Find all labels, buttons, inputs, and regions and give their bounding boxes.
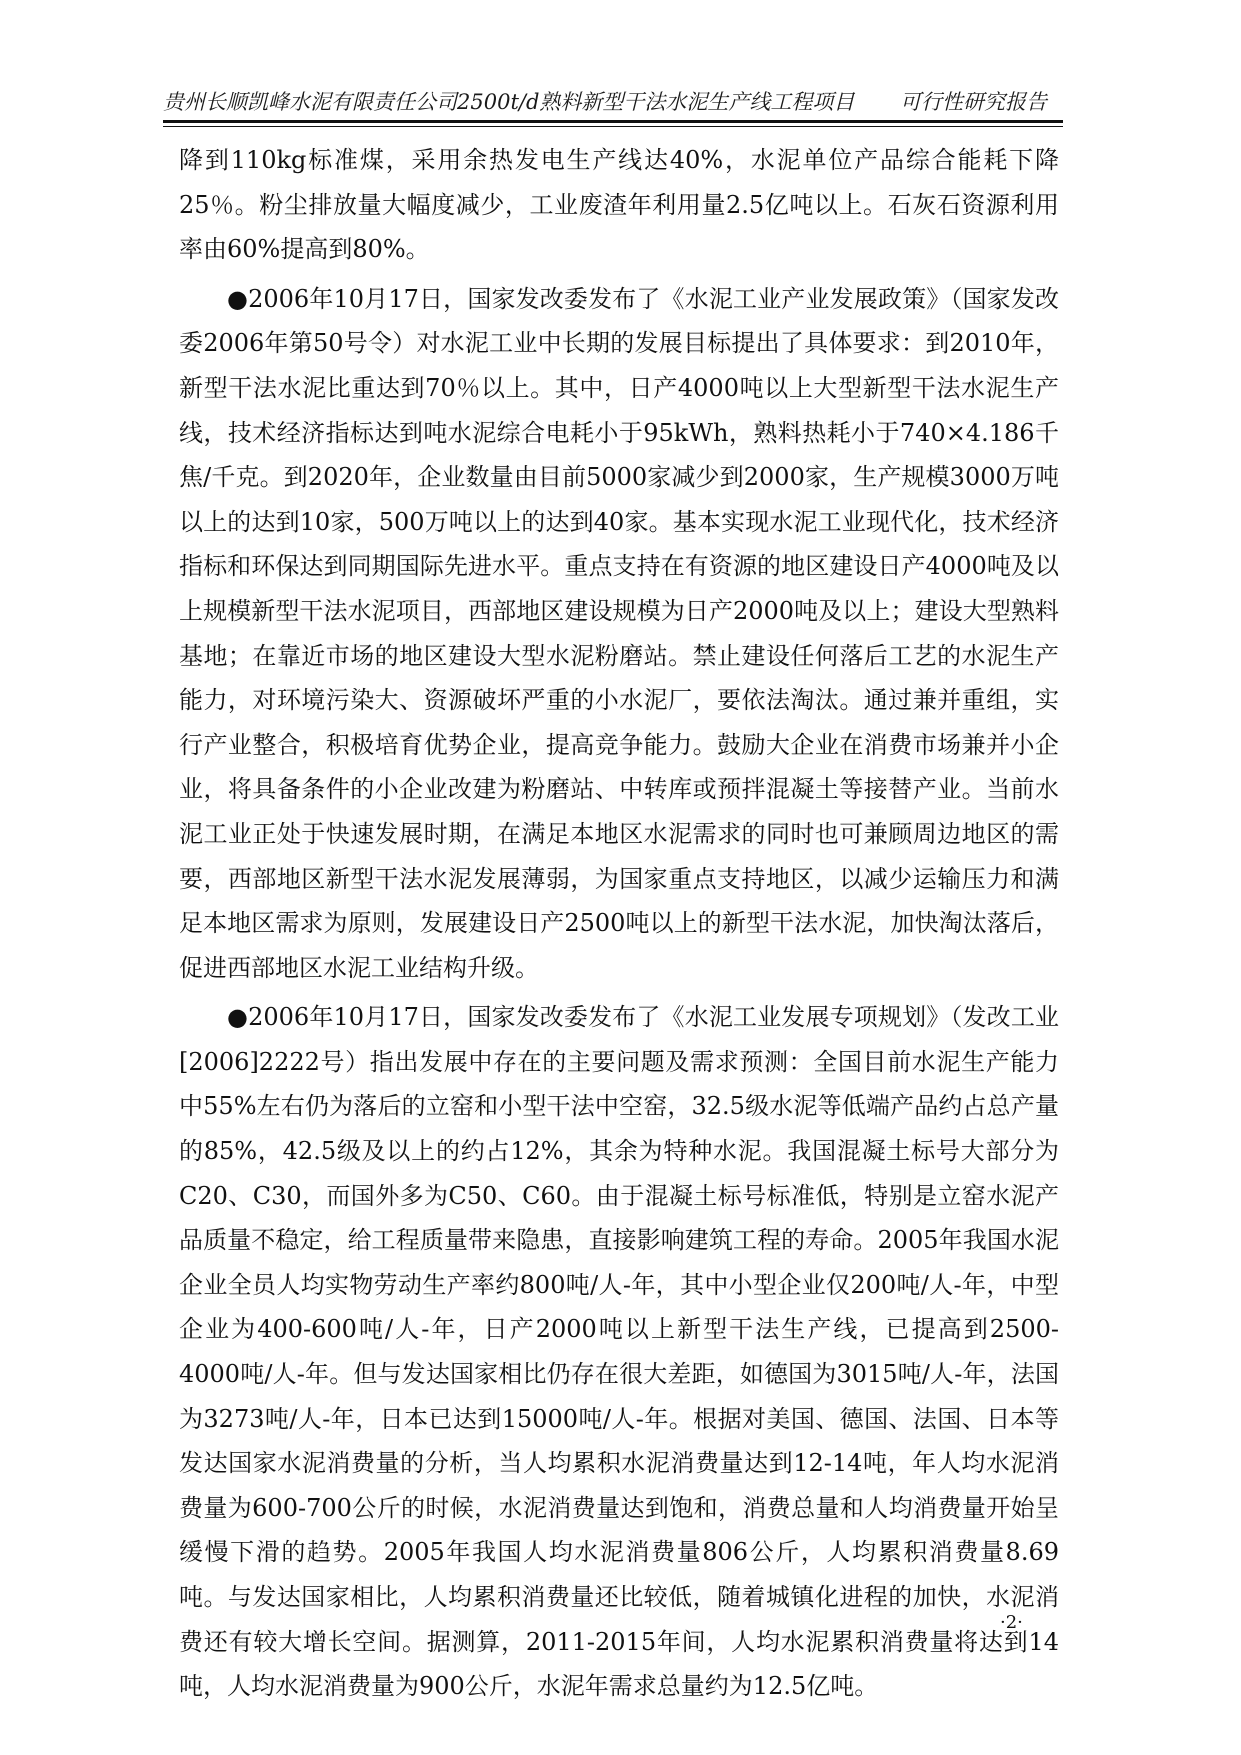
body-text	[179, 138, 1059, 1714]
paragraph-continued: 降到110kg标准煤，采用余热发电生产线达40%，水泥单位产品综合能耗下降25％。粉尘排放量大幅度减少，工业废渣年利用量2.5亿吨以上。石灰石资源利用率由60%提高到80%。	[179, 146, 1059, 264]
header-rule-thin	[163, 126, 1063, 127]
running-header	[163, 78, 1063, 120]
page-number: ·2·	[1000, 1612, 1023, 1633]
paragraph-development-plan: ●2006年10月17日，国家发改委发布了《水泥工业发展专项规划》（发改工业[2006]2222号）指出发展中存在的主要问题及需求预测：全国目前水泥生产能力中55%左右仍为落后的立窑和小型干法中空窑，32.5级水泥等低端产品约占总产量的85%，42.5级及以上的约占12%，其余为特种水泥。我国混凝土标号大部分为C20、C30，而国外多为C50、C60。由于混凝土标号标准低，特别是立窑水泥产品质量不稳定，给工程质量带来隐患，直接影响建筑工程的寿命。2005年我国水泥企业全员人均实物劳动生产率约800吨/人-年，其中小型企业仅200吨/人-年，中型企业为400-600吨/人-年，日产2000吨以上新型干法生产线，已提高到2500-4000吨/人-年。但与发达国家相比仍存在很大差距，如德国为3015吨/人-年，法国为3273吨/人-年，日本已达到15000吨/人-年。根据对美国、德国、法国、日本等发达国家水泥消费量的分析，当人均累积水泥消费量达到12-14吨，年人均水泥消费量为600-700公斤的时候，水泥消费量达到饱和，消费总量和人均消费量开始呈缓慢下滑的趋势。2005年我国人均水泥消费量806公斤，人均累积消费量8.69吨。与发达国家相比，人均累积消费量还比较低，随着城镇化进程的加快，水泥消费还有较大增长空间。据测算，2011-2015年间，人均水泥累积消费量将达到14吨，人均水泥消费量为900公斤，水泥年需求总量约为12.5亿吨。	[179, 1003, 1059, 1701]
header-rule-thick	[163, 120, 1063, 123]
header-project-title: 贵州长顺凯峰水泥有限责任公司2500t/d熟料新型干法水泥生产线工程项目	[163, 90, 855, 114]
paragraph-industry-policy: ●2006年10月17日，国家发改委发布了《水泥工业产业发展政策》（国家发改委2006年第50号令）对水泥工业中长期的发展目标提出了具体要求：到2010年，新型干法水泥比重达到70％以上。其中，日产4000吨以上大型新型干法水泥生产线，技术经济指标达到吨水泥综合电耗小于95kWh，熟料热耗小于740×4.186千焦/千克。到2020年，企业数量由目前5000家减少到2000家，生产规模3000万吨以上的达到10家，500万吨以上的达到40家。基本实现水泥工业现代化，技术经济指标和环保达到同期国际先进水平。重点支持在有资源的地区建设日产4000吨及以上规模新型干法水泥项目，西部地区建设规模为日产2000吨及以上；建设大型熟料基地；在靠近市场的地区建设大型水泥粉磨站。禁止建设任何落后工艺的水泥生产能力，对环境污染大、资源破坏严重的小水泥厂，要依法淘汰。通过兼并重组，实行产业整合，积极培育优势企业，提高竞争能力。鼓励大企业在消费市场兼并小企业，将具备条件的小企业改建为粉磨站、中转库或预拌混凝土等接替产业。当前水泥工业正处于快速发展时期，在满足本地区水泥需求的同时也可兼顾周边地区的需要，西部地区新型干法水泥发展薄弱，为国家重点支持地区，以减少运输压力和满足本地区需求为原则，发展建设日产2500吨以上的新型干法水泥，加快淘汰落后，促进西部地区水泥工业结构升级。	[179, 284, 1059, 982]
header-report-type: 可行性研究报告	[900, 90, 1047, 114]
